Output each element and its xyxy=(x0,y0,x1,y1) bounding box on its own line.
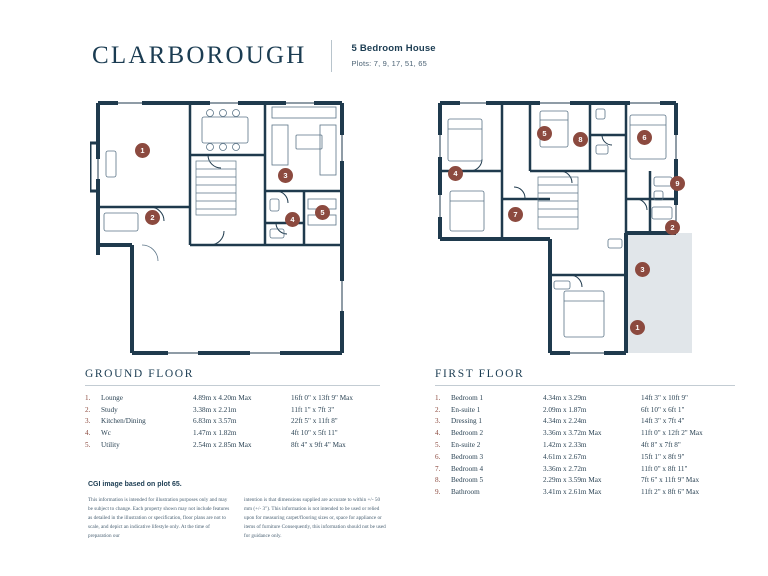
page-title: CLARBOROUGH xyxy=(92,42,307,69)
disclaimer-column-right: intention is that dimensions supplied are accurate to within +/- 50 mm (+/- 3"). This information is not intended to be used or relied upon for measuring carpet/flooring sizes or, space for appliance or items of furniture Consequently, this information should not be used for guidance only. xyxy=(244,497,386,540)
room-imperial: 14ft 3" x 7ft 4" xyxy=(641,417,685,426)
room-name: Dressing 1 xyxy=(451,417,482,426)
ground-floor-heading: GROUND FLOOR xyxy=(85,368,194,380)
room-metric: 6.83m x 3.57m xyxy=(193,417,237,426)
room-marker: 2 xyxy=(145,210,160,225)
table-row xyxy=(85,416,380,428)
room-imperial: 22ft 5" x 11ft 8" xyxy=(291,417,338,426)
disclaimer-column-left: This information is intended for illustration purposes only and may be subject to change. Each property shown may not include features as detailed in the illustration or specification, floor plans are not to scale, and depict an indicative lifestyle only. At the time of preparation our xyxy=(88,497,230,540)
room-metric: 2.09m x 1.87m xyxy=(543,405,587,414)
header-divider xyxy=(331,40,332,72)
room-imperial: 11ft 1" x 7ft 3" xyxy=(291,405,335,414)
room-metric: 3.38m x 2.21m xyxy=(193,405,237,414)
ground-floor-plan xyxy=(90,95,370,360)
room-name: Bedroom 3 xyxy=(451,452,484,461)
room-imperial: 16ft 0" x 13ft 9" Max xyxy=(291,393,353,402)
room-imperial: 11ft 0" x 8ft 11" xyxy=(641,464,688,473)
room-marker: 3 xyxy=(635,262,650,277)
schedule-divider xyxy=(85,385,380,386)
room-name: Bathroom xyxy=(451,488,480,497)
room-marker: 8 xyxy=(573,132,588,147)
page-header xyxy=(92,40,682,72)
room-name: Bedroom 4 xyxy=(451,464,484,473)
room-name: Study xyxy=(101,405,118,414)
room-imperial: 11ft 2" x 8ft 6" Max xyxy=(641,488,700,497)
room-number: 5. xyxy=(435,441,441,450)
table-row xyxy=(85,392,380,404)
room-name: Bedroom 1 xyxy=(451,393,484,402)
room-number: 5. xyxy=(85,441,91,450)
room-metric: 2.54m x 2.85m Max xyxy=(193,441,252,450)
room-marker: 6 xyxy=(637,130,652,145)
room-number: 3. xyxy=(435,417,441,426)
room-marker: 5 xyxy=(537,126,552,141)
room-number: 7. xyxy=(435,464,441,473)
header-subtitle-block xyxy=(352,43,436,69)
ground-floor-schedule xyxy=(85,368,380,451)
ground-floor-drawing xyxy=(90,95,370,360)
room-imperial: 6ft 10" x 6ft 1" xyxy=(641,405,685,414)
room-name: Bedroom 2 xyxy=(451,429,484,438)
room-metric: 2.29m x 3.59m Max xyxy=(543,476,602,485)
room-name: Lounge xyxy=(101,393,123,402)
room-marker: 3 xyxy=(278,168,293,183)
table-row xyxy=(435,404,735,416)
room-imperial: 14ft 3" x 10ft 9" xyxy=(641,393,688,402)
room-metric: 4.34m x 2.24m xyxy=(543,417,587,426)
room-metric: 1.42m x 2.33m xyxy=(543,441,587,450)
room-marker: 7 xyxy=(508,207,523,222)
table-row xyxy=(435,486,735,498)
room-metric: 4.89m x 4.20m Max xyxy=(193,393,252,402)
disclaimer-block xyxy=(88,496,388,541)
room-metric: 1.47m x 1.82m xyxy=(193,429,237,438)
cgi-note: CGI image based on plot 65. xyxy=(88,481,182,488)
room-name: Kitchen/Dining xyxy=(101,417,146,426)
first-floor-heading: FIRST FLOOR xyxy=(435,368,525,380)
table-row xyxy=(435,439,735,451)
room-metric: 4.34m x 3.29m xyxy=(543,393,587,402)
first-floor-plan xyxy=(430,95,720,360)
table-row xyxy=(435,451,735,463)
room-name: Utility xyxy=(101,441,120,450)
room-metric: 3.36m x 2.72m xyxy=(543,464,587,473)
house-type-label: 5 Bedroom House xyxy=(351,43,436,55)
table-row xyxy=(435,463,735,475)
room-number: 8. xyxy=(435,476,441,485)
table-row xyxy=(85,404,380,416)
room-number: 4. xyxy=(85,429,91,438)
schedule-divider xyxy=(435,385,735,386)
room-number: 4. xyxy=(435,429,441,438)
room-name: Bedroom 5 xyxy=(451,476,484,485)
room-metric: 3.41m x 2.61m Max xyxy=(543,488,602,497)
room-metric: 3.36m x 3.72m Max xyxy=(543,429,602,438)
room-marker: 9 xyxy=(670,176,685,191)
room-number: 1. xyxy=(435,393,441,402)
room-imperial: 4ft 8" x 7ft 8" xyxy=(641,441,681,450)
room-marker: 1 xyxy=(135,143,150,158)
room-metric: 4.61m x 2.67m xyxy=(543,452,587,461)
table-row xyxy=(435,427,735,439)
room-name: Wc xyxy=(101,429,111,438)
ground-floor-room-table xyxy=(85,392,380,451)
plots-label: Plots: 7, 9, 17, 51, 65 xyxy=(351,58,427,68)
room-imperial: 7ft 6" x 11ft 9" Max xyxy=(641,476,700,485)
room-number: 6. xyxy=(435,452,441,461)
room-marker: 4 xyxy=(285,212,300,227)
room-imperial: 11ft 0" x 12ft 2" Max xyxy=(641,429,703,438)
table-row xyxy=(85,439,380,451)
room-number: 2. xyxy=(435,405,441,414)
table-row xyxy=(85,427,380,439)
room-imperial: 8ft 4" x 9ft 4" Max xyxy=(291,441,346,450)
first-floor-room-table xyxy=(435,392,735,498)
room-name: En-suite 1 xyxy=(451,405,481,414)
room-name: En-suite 2 xyxy=(451,441,481,450)
room-number: 1. xyxy=(85,393,91,402)
room-marker: 2 xyxy=(665,220,680,235)
table-row xyxy=(435,416,735,428)
room-marker: 4 xyxy=(448,166,463,181)
room-imperial: 4ft 10" x 5ft 11" xyxy=(291,429,338,438)
table-row xyxy=(435,392,735,404)
table-row xyxy=(435,474,735,486)
room-number: 9. xyxy=(435,488,441,497)
room-marker: 5 xyxy=(315,205,330,220)
room-marker: 1 xyxy=(630,320,645,335)
first-floor-schedule xyxy=(435,368,735,498)
room-number: 2. xyxy=(85,405,91,414)
room-number: 3. xyxy=(85,417,91,426)
room-imperial: 15ft 1" x 8ft 9" xyxy=(641,452,685,461)
